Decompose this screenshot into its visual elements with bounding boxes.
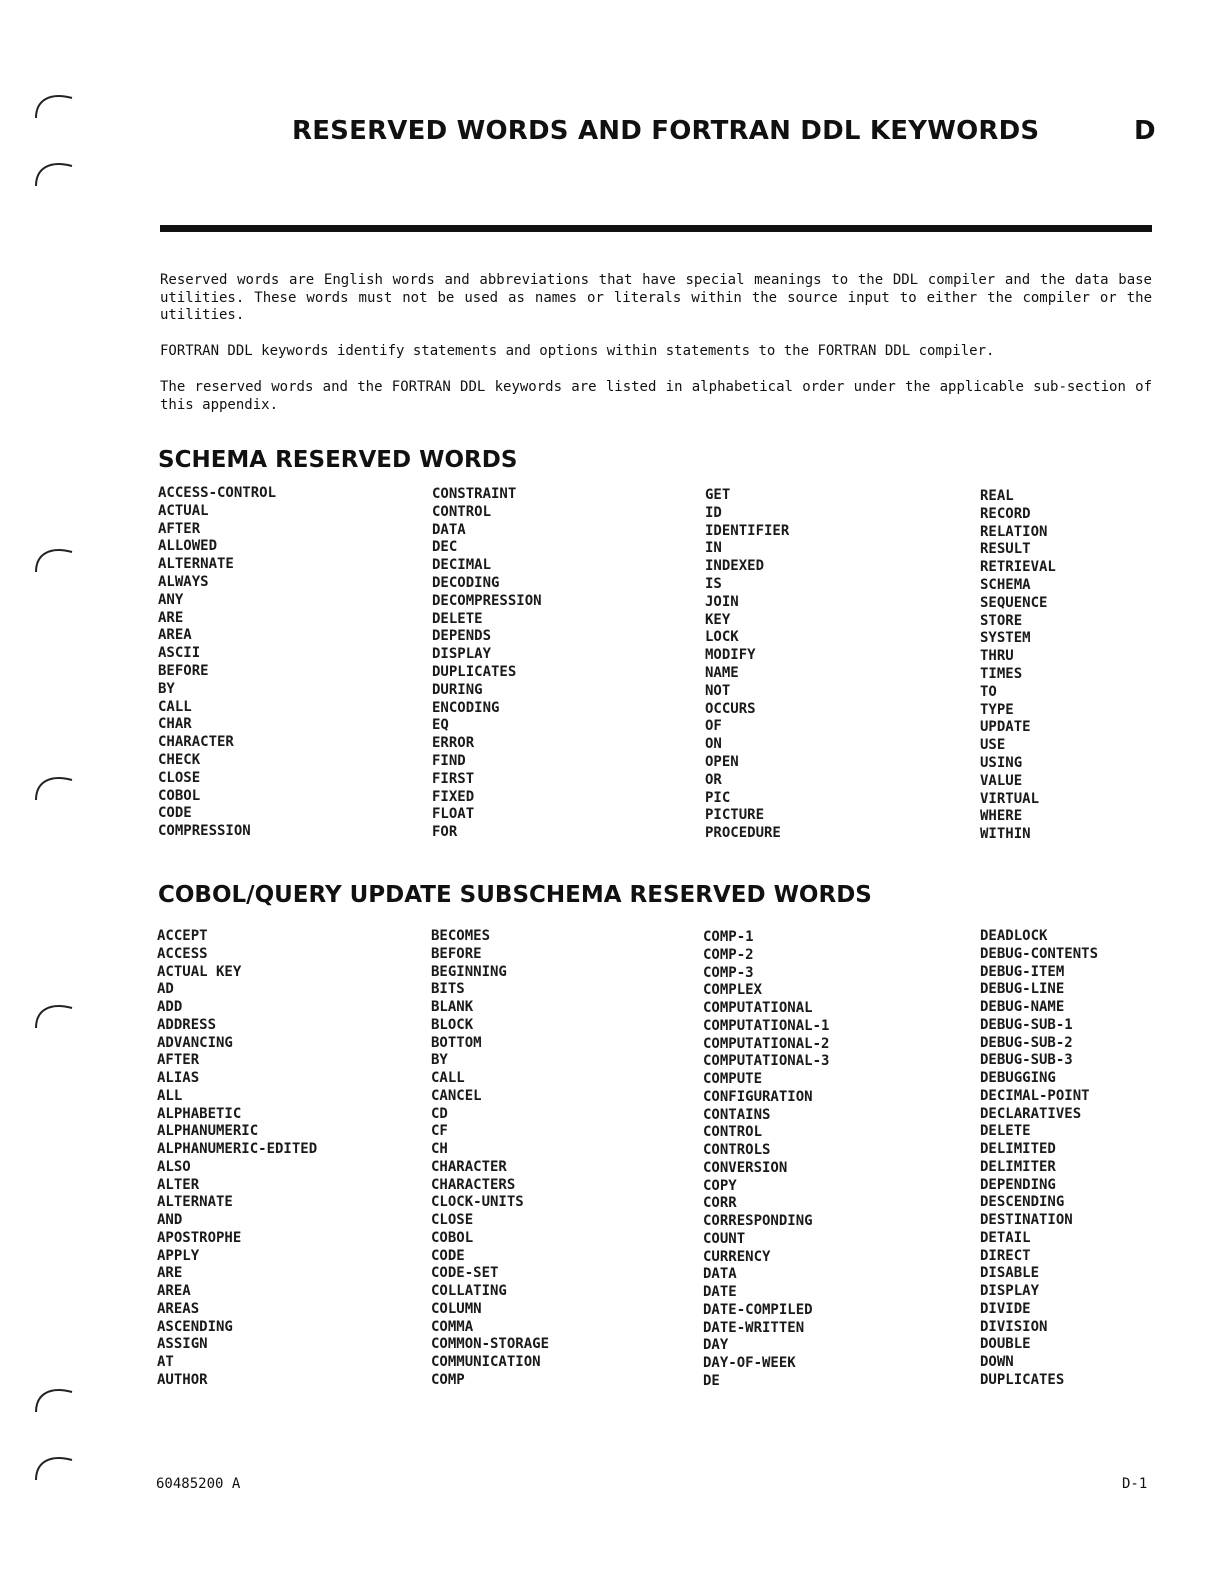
reserved-word: DEPENDS (432, 628, 492, 645)
reserved-word: IS (705, 575, 722, 592)
reserved-word: DATE-WRITTEN (703, 1319, 805, 1336)
cobol-word-column (703, 929, 829, 1391)
cobol-word-column (980, 928, 1098, 1390)
reserved-word: DATE (703, 1284, 737, 1300)
reserved-word: DESCENDING (980, 1194, 1065, 1211)
reserved-word: DEBUG-LINE (980, 981, 1065, 998)
reserved-word: AT (157, 1354, 174, 1370)
reserved-word: CD (431, 1105, 448, 1122)
punch-hole-mark (32, 996, 76, 1030)
intro-paragraph-2: FORTRAN DDL keywords identify statements and options within statements to the FORTRAN DDL compiler. (160, 343, 995, 359)
reserved-word: DEBUG-SUB-1 (980, 1016, 1073, 1033)
reserved-word: OCCURS (705, 700, 756, 717)
reserved-word: DIVIDE (980, 1300, 1031, 1317)
reserved-word: FIXED (432, 788, 475, 805)
reserved-word: RETRIEVAL (980, 559, 1056, 576)
reserved-word: DAY (703, 1337, 729, 1354)
reserved-word: ANY (158, 591, 184, 608)
reserved-word: CONVERSION (703, 1159, 788, 1176)
appendix-letter: D (1134, 116, 1156, 146)
reserved-word: ERROR (432, 735, 475, 752)
reserved-word: ARE (157, 1265, 183, 1282)
reserved-word: ALTER (157, 1176, 200, 1193)
reserved-word: ACCESS (157, 945, 208, 962)
reserved-word: CORR (703, 1195, 737, 1212)
reserved-word: AD (157, 981, 174, 998)
reserved-word: DEBUGGING (980, 1070, 1056, 1086)
reserved-word: ACCEPT (157, 928, 208, 944)
reserved-word: ENCODING (432, 699, 500, 716)
reserved-word: CORRESPONDING (703, 1213, 813, 1229)
reserved-word: ALPHANUMERIC-EDITED (157, 1141, 318, 1157)
reserved-word: PIC (705, 789, 731, 806)
reserved-word: AREAS (157, 1300, 200, 1317)
reserved-word: ALPHABETIC (157, 1105, 242, 1122)
reserved-word: DECIMAL (432, 557, 492, 574)
reserved-word: TYPE (980, 701, 1014, 718)
reserved-word: TO (980, 683, 997, 700)
reserved-word: COMP (431, 1371, 465, 1388)
reserved-word: COPY (703, 1177, 737, 1194)
title-rule (160, 225, 1152, 232)
reserved-word: AREA (158, 627, 192, 644)
reserved-word: ASCENDING (157, 1318, 233, 1335)
reserved-word: VALUE (980, 772, 1023, 789)
reserved-word: LOCK (705, 629, 739, 646)
reserved-word: ALL (157, 1087, 183, 1104)
intro-paragraph-3: The reserved words and the FORTRAN DDL keywords are listed in alphabetical order under the applicable sub-section of this appendix. (160, 379, 1152, 413)
reserved-word: DISABLE (980, 1265, 1040, 1282)
reserved-word: ON (705, 736, 722, 753)
page-title: RESERVED WORDS AND FORTRAN DDL KEYWORDS (292, 116, 1040, 146)
reserved-word: CF (431, 1123, 448, 1140)
reserved-word: AFTER (157, 1052, 200, 1069)
reserved-word: CHAR (158, 716, 192, 733)
reserved-word: STORE (980, 612, 1023, 629)
reserved-word: DATA (703, 1266, 737, 1283)
reserved-word: BOTTOM (431, 1034, 482, 1051)
reserved-word: FOR (432, 824, 458, 841)
reserved-word: USING (980, 754, 1023, 771)
schema-section-heading: SCHEMA RESERVED WORDS (158, 447, 518, 473)
reserved-word: PICTURE (705, 807, 765, 824)
punch-hole-mark (32, 154, 76, 188)
reserved-word: CLOCK-UNITS (431, 1194, 524, 1211)
reserved-word: BY (158, 680, 175, 697)
reserved-word: COMPLEX (703, 982, 763, 999)
reserved-word: ALIAS (157, 1070, 200, 1086)
reserved-word: KEY (705, 611, 731, 628)
reserved-word: COMPUTATIONAL (703, 1000, 813, 1016)
reserved-word: DEPENDING (980, 1176, 1056, 1193)
reserved-word: COBOL (431, 1229, 474, 1246)
intro-paragraph-1: Reserved words are English words and abbreviations that have special meanings to the DDL compiler and the data base utilities. These words must not be used as names or literals within the source input to either the compiler or the utilities. (160, 272, 1152, 323)
reserved-word: CANCEL (431, 1087, 482, 1104)
reserved-word: USE (980, 737, 1006, 754)
reserved-word: DELIMITER (980, 1158, 1056, 1175)
reserved-word: AUTHOR (157, 1371, 208, 1388)
reserved-word: ALTERNATE (158, 556, 234, 573)
reserved-word: ADVANCING (157, 1034, 233, 1051)
reserved-word: DECODING (432, 574, 500, 591)
reserved-word: VIRTUAL (980, 790, 1040, 807)
reserved-word: DIRECT (980, 1247, 1031, 1264)
reserved-word: BY (431, 1052, 448, 1069)
reserved-word: DETAIL (980, 1229, 1031, 1246)
reserved-word: DOUBLE (980, 1336, 1031, 1353)
reserved-word: AND (157, 1212, 183, 1228)
punch-hole-mark (32, 540, 76, 574)
reserved-word: EQ (432, 717, 449, 734)
reserved-word: DATA (432, 521, 466, 538)
reserved-word: COLUMN (431, 1300, 482, 1317)
reserved-word: CONTROL (703, 1124, 763, 1141)
reserved-word: BITS (431, 981, 465, 998)
reserved-word: COMPUTE (703, 1071, 763, 1087)
reserved-word: COMMUNICATION (431, 1354, 541, 1370)
reserved-word: DELETE (980, 1123, 1031, 1140)
reserved-word: COMMON-STORAGE (431, 1336, 550, 1353)
reserved-word: COMMA (431, 1318, 474, 1335)
reserved-word: DEBUG-NAME (980, 999, 1065, 1015)
schema-word-column (432, 486, 542, 842)
reserved-word: ACTUAL (158, 502, 209, 519)
reserved-word: RESULT (980, 541, 1031, 558)
reserved-word: BEFORE (431, 945, 482, 962)
schema-word-column (980, 488, 1056, 844)
reserved-word: FLOAT (432, 806, 475, 823)
punch-hole-mark (32, 768, 76, 802)
reserved-word: COUNT (703, 1230, 746, 1247)
reserved-word: NAME (705, 664, 739, 681)
reserved-word: RELATION (980, 523, 1048, 540)
reserved-word: CH (431, 1141, 448, 1157)
reserved-word: IDENTIFIER (705, 522, 790, 539)
reserved-word: ADD (157, 999, 183, 1015)
reserved-word: DATE-COMPILED (703, 1301, 813, 1318)
reserved-word: DOWN (980, 1354, 1014, 1370)
reserved-word: JOIN (705, 593, 739, 610)
reserved-word: ACTUAL KEY (157, 963, 242, 980)
reserved-word: GET (705, 487, 731, 503)
reserved-word: DUPLICATES (980, 1371, 1065, 1388)
reserved-word: BLOCK (431, 1016, 474, 1033)
reserved-word: SYSTEM (980, 630, 1031, 647)
reserved-word: SCHEMA (980, 576, 1031, 593)
page-number: D-1 (1122, 1476, 1148, 1492)
reserved-word: CURRENCY (703, 1248, 771, 1265)
reserved-word: TIMES (980, 665, 1023, 682)
reserved-word: DEBUG-SUB-3 (980, 1052, 1073, 1069)
reserved-word: CALL (431, 1070, 465, 1086)
reserved-word: AREA (157, 1283, 191, 1299)
reserved-word: APPLY (157, 1247, 200, 1264)
reserved-word: COMP-1 (703, 929, 754, 945)
reserved-word: COMPUTATIONAL-1 (703, 1017, 830, 1034)
reserved-word: ALSO (157, 1158, 191, 1175)
reserved-word: ADDRESS (157, 1016, 217, 1033)
reserved-word: REAL (980, 488, 1014, 504)
reserved-word: ALWAYS (158, 573, 209, 590)
cobol-section-heading: COBOL/QUERY UPDATE SUBSCHEMA RESERVED WORDS (158, 882, 872, 908)
cobol-word-column (157, 928, 317, 1390)
reserved-word: UPDATE (980, 719, 1031, 736)
reserved-word: PROCEDURE (705, 825, 781, 842)
reserved-word: CODE (158, 805, 192, 822)
reserved-word: DECOMPRESSION (432, 592, 542, 609)
reserved-word: COMP-2 (703, 946, 754, 963)
reserved-word: WITHIN (980, 826, 1031, 843)
reserved-word: WHERE (980, 808, 1023, 825)
reserved-word: ARE (158, 609, 184, 626)
reserved-word: BEGINNING (431, 963, 507, 980)
reserved-word: THRU (980, 648, 1014, 665)
reserved-word: CLOSE (431, 1212, 474, 1228)
reserved-word: CHECK (158, 751, 201, 768)
reserved-word: DAY-OF-WEEK (703, 1355, 796, 1371)
reserved-word: ASCII (158, 645, 201, 662)
reserved-word: CHARACTER (431, 1158, 507, 1175)
reserved-word: DIVISION (980, 1318, 1048, 1335)
reserved-word: COMPRESSION (158, 823, 251, 840)
reserved-word: CONFIGURATION (703, 1088, 813, 1105)
reserved-word: RECORD (980, 505, 1031, 522)
reserved-word: CHARACTERS (431, 1176, 516, 1193)
reserved-word: CODE (431, 1247, 465, 1264)
reserved-word: CODE-SET (431, 1265, 499, 1282)
reserved-word: DESTINATION (980, 1212, 1073, 1228)
reserved-word: MODIFY (705, 647, 756, 664)
reserved-word: APOSTROPHE (157, 1229, 242, 1246)
reserved-word: COMPUTATIONAL-3 (703, 1053, 830, 1070)
reserved-word: ALTERNATE (157, 1194, 233, 1211)
reserved-word: DEBUG-SUB-2 (980, 1034, 1073, 1051)
reserved-word: DUPLICATES (432, 663, 517, 680)
reserved-word: ASSIGN (157, 1336, 208, 1353)
reserved-word: ID (705, 504, 722, 521)
reserved-word: INDEXED (705, 558, 765, 575)
reserved-word: DECLARATIVES (980, 1105, 1082, 1122)
reserved-word: DECIMAL-POINT (980, 1087, 1090, 1104)
reserved-word: DELIMITED (980, 1141, 1056, 1157)
reserved-word: OR (705, 771, 722, 788)
reserved-word: IN (705, 540, 722, 557)
punch-hole-mark (32, 86, 76, 120)
reserved-word: DEC (432, 539, 458, 556)
reserved-word: COMP-3 (703, 964, 754, 981)
reserved-word: CONSTRAINT (432, 486, 517, 502)
reserved-word: CALL (158, 698, 192, 715)
reserved-word: COMPUTATIONAL-2 (703, 1035, 830, 1052)
reserved-word: DEADLOCK (980, 928, 1048, 944)
schema-word-column (158, 485, 276, 841)
reserved-word: DISPLAY (432, 646, 492, 663)
reserved-word: FIRST (432, 770, 475, 787)
reserved-word: DELETE (432, 610, 483, 627)
reserved-word: ALLOWED (158, 538, 218, 555)
reserved-word: DISPLAY (980, 1283, 1040, 1299)
document-number: 60485200 A (156, 1476, 241, 1492)
reserved-word: ALPHANUMERIC (157, 1123, 259, 1140)
punch-hole-mark (32, 1380, 76, 1414)
reserved-word: NOT (705, 682, 731, 699)
punch-hole-mark (32, 1448, 76, 1482)
reserved-word: CHARACTER (158, 734, 234, 751)
reserved-word: CLOSE (158, 769, 201, 786)
cobol-word-column (431, 928, 549, 1390)
reserved-word: DEBUG-ITEM (980, 963, 1065, 980)
reserved-word: FIND (432, 752, 466, 769)
reserved-word: BEFORE (158, 662, 209, 679)
reserved-word: OPEN (705, 753, 739, 770)
reserved-word: OF (705, 718, 722, 735)
reserved-word: AFTER (158, 520, 201, 537)
reserved-word: CONTAINS (703, 1106, 771, 1123)
reserved-word: COLLATING (431, 1283, 507, 1299)
reserved-word: COBOL (158, 787, 201, 804)
reserved-word: BECOMES (431, 928, 491, 944)
reserved-word: BLANK (431, 999, 474, 1015)
reserved-word: DEBUG-CONTENTS (980, 945, 1099, 962)
schema-word-column (705, 487, 789, 843)
reserved-word: DE (703, 1372, 720, 1389)
reserved-word: CONTROL (432, 503, 492, 520)
reserved-word: CONTROLS (703, 1142, 771, 1158)
reserved-word: SEQUENCE (980, 594, 1048, 611)
reserved-word: DURING (432, 681, 483, 698)
reserved-word: ACCESS-CONTROL (158, 485, 277, 501)
